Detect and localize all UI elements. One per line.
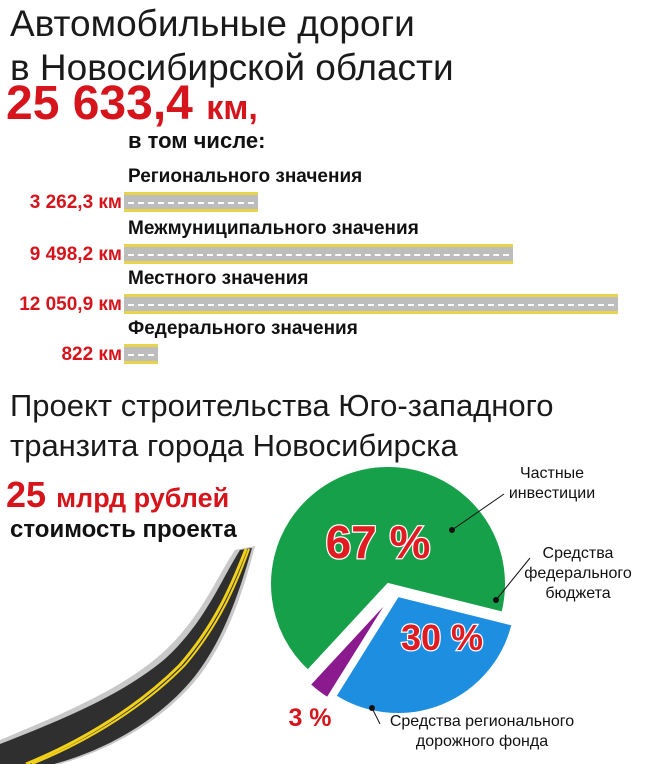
road-category-label: Федерального значения [128,318,358,339]
pie-value-label: 3 % [288,704,332,732]
total-length-value: 25 633,4 [6,77,193,130]
road-category-label: Местного значения [128,268,309,289]
callout-dot [493,597,499,603]
road-bar [124,192,258,212]
pie-slice-name: Средства регионального [389,713,575,730]
road-category-value: 9 498,2 км [29,244,122,265]
project-title-line-2: транзита города Новосибирска [10,428,458,463]
road-category-label: Регионального значения [128,166,363,187]
road-bar [124,294,618,314]
road-category-value: 822 км [61,344,122,365]
project-cost-value: 25 [6,474,47,515]
road-bar [124,344,158,364]
road-category-value: 12 050,9 км [19,294,122,315]
total-length [6,78,258,134]
road-bar-centerline [128,354,154,356]
pie-slice-name: дорожного фонда [415,733,549,750]
pie-slice-name: Частные [519,465,585,482]
project-cost [6,474,229,516]
road-bar-centerline [128,254,509,256]
project-cost-label: стоимость проекта [10,516,237,543]
funding-pie-chart [260,462,650,764]
pie-slice-name: федерального [524,565,632,582]
pie-value-label: 30 % [400,617,484,658]
pie-slice-name: Средства [542,545,614,562]
pie-value-label: 67 % [325,516,431,568]
callout-dot [369,705,375,711]
road-bar-centerline [128,304,614,306]
project-title [10,386,554,466]
road-category-value: 3 262,3 км [29,192,122,213]
title-line-1: Автомобильные дороги [10,3,415,44]
pie-slice-name: инвестиции [508,485,596,502]
callout-dot [449,527,455,533]
project-cost-unit: млрд рублей [56,483,230,513]
road-bar [124,244,513,264]
road-illustration [0,540,300,764]
including-label: в том числе: [128,128,266,153]
total-length-unit: км, [206,89,258,127]
pie-slice-name: бюджета [545,585,611,602]
title-line-2: в Новосибирской области [10,47,454,88]
road-bar-centerline [128,202,254,204]
project-title-line-1: Проект строительства Юго-западного [10,388,554,423]
road-category-label: Межмуниципального значения [128,218,419,239]
